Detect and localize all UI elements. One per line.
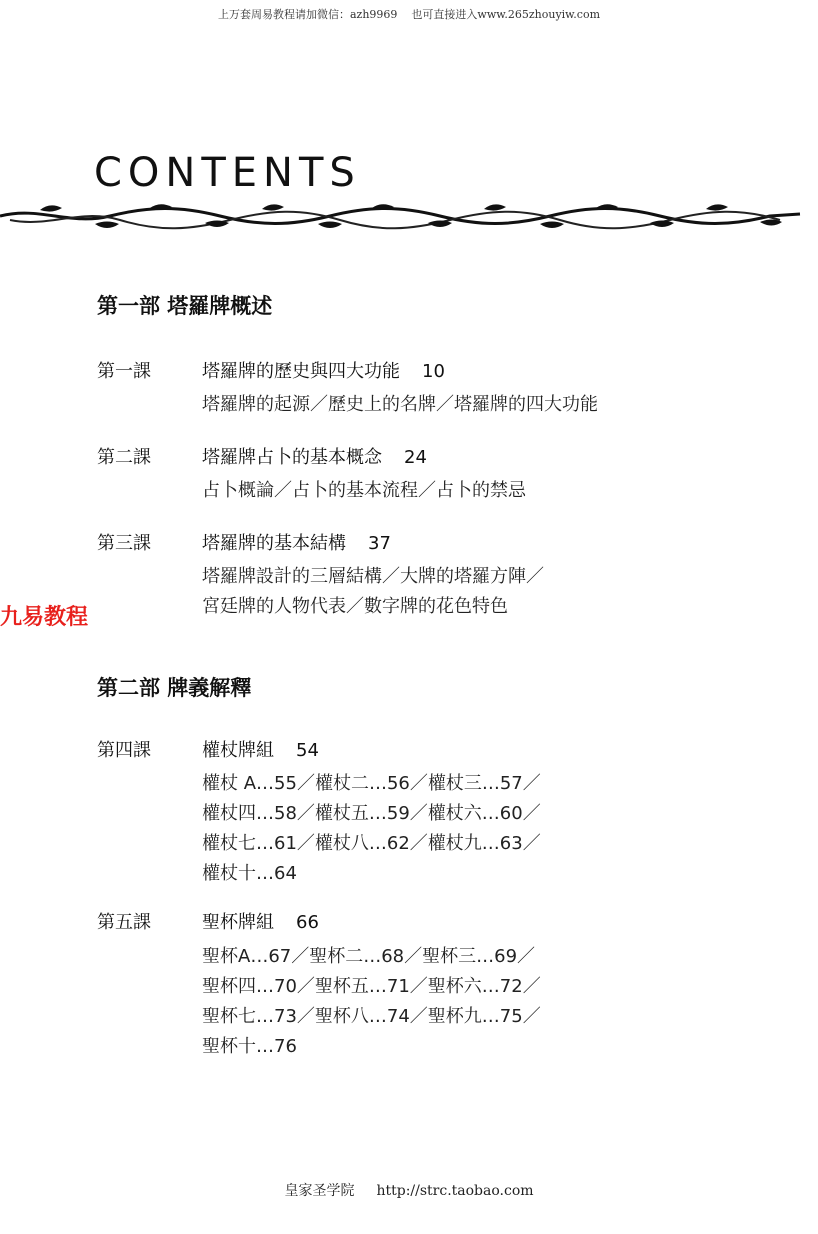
- lesson-title-2: [202, 443, 427, 469]
- lesson-label-3: 第三課: [97, 533, 151, 554]
- lesson-title-text: 塔羅牌占卜的基本概念: [202, 447, 382, 468]
- lesson-topics-line: 塔羅牌的起源／歷史上的名牌／塔羅牌的四大功能: [202, 394, 598, 415]
- watermark-label: 九易教程: [0, 605, 89, 630]
- lesson-page-number: 10: [422, 361, 445, 382]
- footer-url: http://strc.taobao.com: [376, 1183, 534, 1199]
- lesson-title-5: [202, 908, 319, 934]
- card-list-line: 聖杯七…73／聖杯八…74／聖杯九…75／: [202, 1006, 541, 1027]
- lesson-page-number: 66: [296, 912, 319, 933]
- lesson-label-4: 第四課: [97, 740, 151, 761]
- lesson-page-number: 37: [368, 533, 391, 554]
- lesson-page-number: 24: [404, 447, 427, 468]
- lesson-title-text: 聖杯牌組: [202, 912, 274, 933]
- lesson-title-text: 塔羅牌的歷史與四大功能: [202, 361, 400, 382]
- lesson-title-3: [202, 529, 391, 555]
- footer-note: [0, 1180, 818, 1200]
- card-list-line: 權杖七…61／權杖八…62／權杖九…63／: [202, 833, 541, 854]
- lesson-topics-line: 占卜概論／占卜的基本流程／占卜的禁忌: [202, 480, 526, 501]
- card-list-line: 權杖四…58／權杖五…59／權杖六…60／: [202, 803, 541, 824]
- lesson-title-text: 塔羅牌的基本結構: [202, 533, 346, 554]
- lesson-label-1: 第一課: [97, 361, 151, 382]
- header-note: [0, 6, 818, 22]
- lesson-label-5: 第五課: [97, 912, 151, 933]
- lesson-topics-line: 塔羅牌設計的三層結構／大牌的塔羅方陣／: [202, 566, 544, 587]
- lesson-title-4: [202, 736, 319, 762]
- contents-title: CONTENTS: [94, 150, 361, 196]
- part-title-2: 第二部 牌義解釋: [97, 675, 252, 700]
- lesson-page-number: 54: [296, 740, 319, 761]
- footer-shop-name: 皇家圣学院: [284, 1183, 355, 1199]
- header-note-part1: 上万套周易教程请加微信：azh9969: [217, 8, 398, 21]
- card-list-line: 聖杯十…76: [202, 1036, 297, 1057]
- vine-divider: [0, 198, 818, 238]
- card-list-line: 權杖 A…55／權杖二…56／權杖三…57／: [202, 773, 541, 794]
- card-list-line: 權杖十…64: [202, 863, 297, 884]
- header-note-part2: 也可直接进入www.265zhouyiw.com: [411, 8, 600, 21]
- lesson-title-text: 權杖牌組: [202, 740, 274, 761]
- lesson-topics-line: 宮廷牌的人物代表／數字牌的花色特色: [202, 596, 508, 617]
- lesson-label-2: 第二課: [97, 447, 151, 468]
- card-list-line: 聖杯A…67／聖杯二…68／聖杯三…69／: [202, 946, 536, 967]
- part-title-1: 第一部 塔羅牌概述: [97, 293, 273, 318]
- lesson-title-1: [202, 357, 445, 383]
- card-list-line: 聖杯四…70／聖杯五…71／聖杯六…72／: [202, 976, 541, 997]
